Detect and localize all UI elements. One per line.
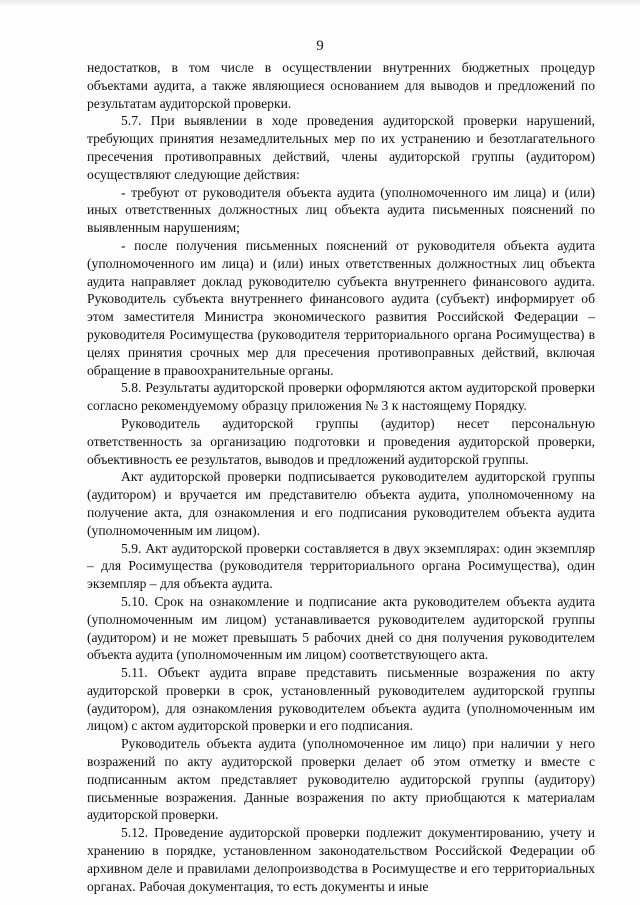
paragraph-5-10: 5.10. Срок на ознакомление и подписание акта руководителем объекта аудита (уполномоченным им лицом) устанавливается руководителем аудиторской группы (аудитором) и не может превышать 5 рабочих дней со дня получения руководителем объекта аудита (уполномоченным им лицом) соответствующего акта. — [87, 593, 595, 663]
paragraph-5-7-item-2: - после получения письменных пояснений от руководителя объекта аудита (уполномоченного им лица) и (или) иных ответственных должностных лиц объекта аудита направляет доклад руководителю субъекта внутреннего финансового аудита. Руководитель субъекта внутреннего финансового аудита (субъект) информирует об этом заместителя Министра экономического развития Российской Федерации – руководителя Росимущества (руководителя территориального органа Росимущества) в целях принятия срочных мер для пресечения противоправных действий, включая обращение в правоохранительные органы. — [87, 237, 595, 378]
document-body — [87, 59, 595, 895]
paragraph-5-9: 5.9. Акт аудиторской проверки составляется в двух экземплярах: один экземпляр – для Росимущества (руководителя территориального органа Росимущества), один экземпляр – для объекта аудита. — [87, 540, 595, 592]
paragraph-5-12: 5.12. Проведение аудиторской проверки подлежит документированию, учету и хранению в порядке, установленном законодательством Российской Федерации об архивном деле и правилами делопроизводства в Росимуществе и его территориальных органах. Рабочая документация, то есть документы и иные — [87, 825, 595, 894]
paragraph-responsibility: Руководитель аудиторской группы (аудитор) несет персональную ответственность за организацию подготовки и проведения аудиторской проверки, объективность ее результатов, выводов и предложений аудиторской группы. — [87, 415, 595, 467]
paragraph-5-7: 5.7. При выявлении в ходе проведения аудиторской проверки нарушений, требующих принятия незамедлительных мер по их устранению и безотлагательного пресечения противоправных действий, члены аудиторской группы (аудитором) осуществляют следующие действия: — [87, 113, 595, 182]
paragraph-objections: Руководитель объекта аудита (уполномоченное им лицо) при наличии у него возражений по акту аудиторской проверки делает об этом отметку и вместе с подписанным актом представляет руководителю аудиторской группы (аудитору) письменные возражения. Данные возражения по акту приобщаются к материалам аудиторской проверки. — [87, 736, 595, 823]
paragraph-5-8: 5.8. Результаты аудиторской проверки оформляются актом аудиторской проверки согласно рекомендуемому образцу приложения № 3 к настоящему Порядку. — [87, 380, 595, 414]
scan-edge-shadow — [0, 0, 640, 6]
paragraph-continuation: недостатков, в том числе в осуществлении внутренних бюджетных процедур объектами аудита, а также являющиеся основанием для выводов и предложений по результатам аудиторской проверки. — [87, 60, 595, 111]
paragraph-5-11: 5.11. Объект аудита вправе представить письменные возражения по акту аудиторской проверки в срок, установленный руководителем аудиторской группы (аудитором), для ознакомления руководителем объекта аудита (уполномоченным им лицом) с актом аудиторской проверки и его подписания. — [87, 665, 595, 734]
paragraph-5-7-item-1: - требуют от руководителя объекта аудита (уполномоченного им лица) и (или) иных ответственных должностных лиц объекта аудита письменных пояснений по выявленным нарушениям; — [87, 184, 595, 236]
page-number: 9 — [316, 38, 324, 54]
paragraph-act-signing: Акт аудиторской проверки подписывается руководителем аудиторской группы (аудитором) и вручается им представителю объекта аудита, уполномоченному на получение акта, для ознакомления и его подписания руководителем объекта аудита (уполномоченным им лицом). — [87, 469, 595, 538]
